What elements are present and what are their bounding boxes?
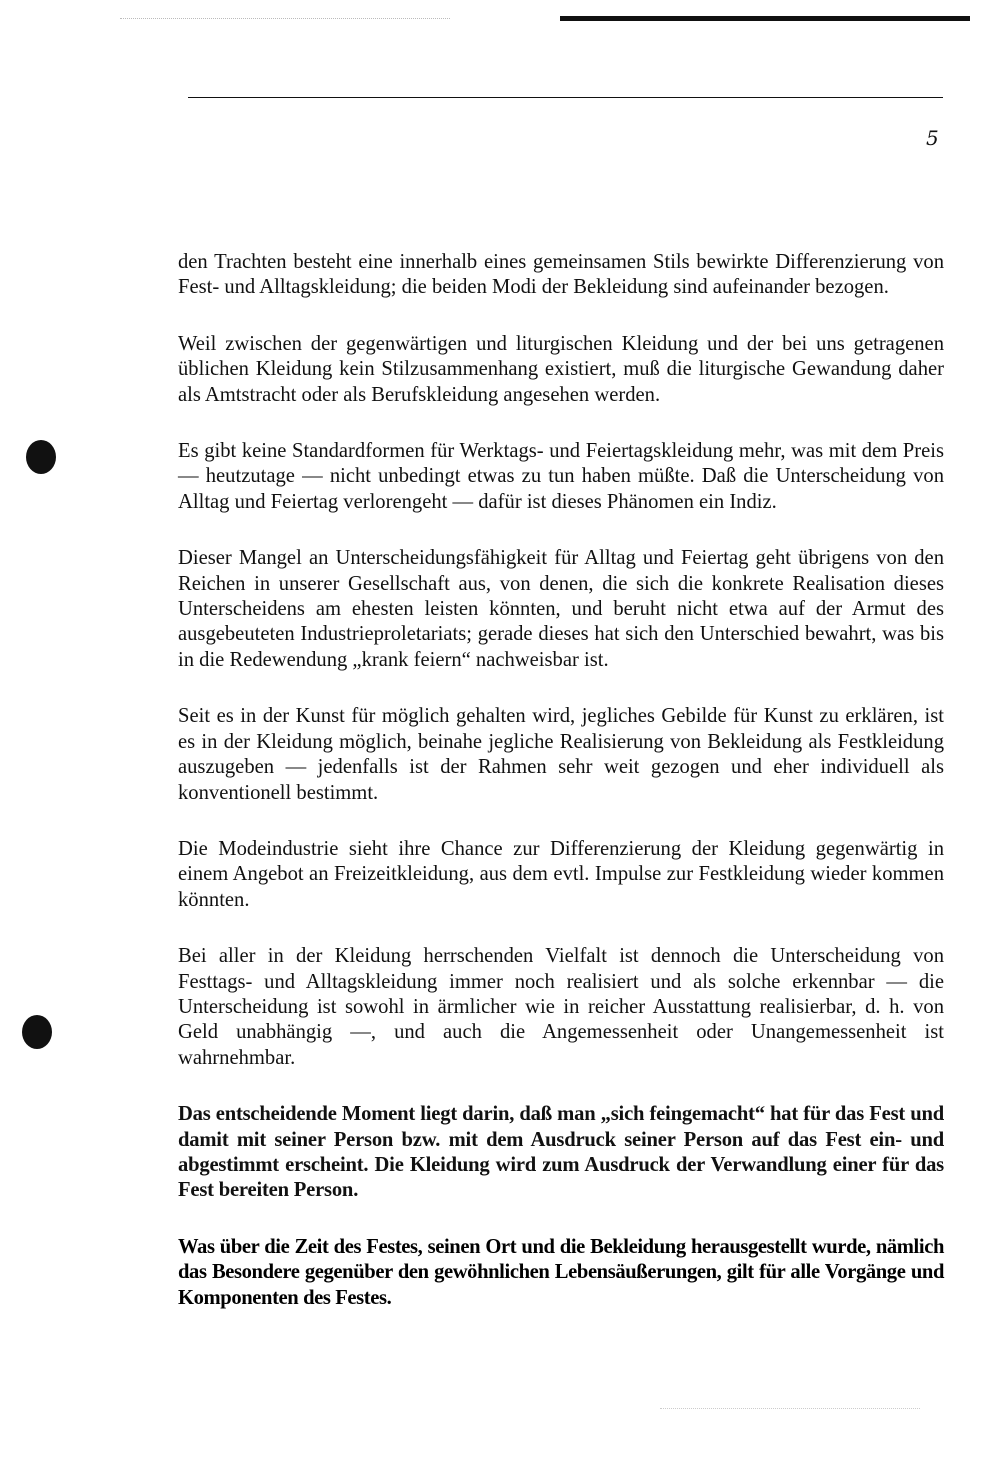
punch-hole-top: [26, 440, 56, 474]
paragraph: Es gibt keine Standardformen für Werktags- und Feiertagskleidung mehr, was mit dem Preis — heutzutage — nicht unbedingt etwas zu tun haben müßte. Daß die Unterscheidung von Alltag und Feiertag verlorengeht — dafür ist dieses Phänomen ein Indiz.: [178, 440, 944, 513]
paragraph: Was über die Zeit des Festes, seinen Ort und die Bekleidung herausgestellt wurde, nämlich das Besondere gegenüber den gewöhnlichen Lebensäußerungen, gilt für alle Vorgänge und Komponenten des Festes.: [178, 1235, 944, 1309]
scan-speckle-line: [120, 18, 450, 21]
paragraph: Dieser Mangel an Unterscheidungsfähigkeit für Alltag und Feiertag geht übrigens von den Reichen in unserer Gesellschaft aus, von denen, die sich die konkrete Realisation dieses Unterscheidens am ehesten leisten könnten, und beruht nicht etwa auf der Armut des ausgebeuteten Industrieproletariats; gerade dieses hat sich den Unterschied bewahrt, was bis in die Redewendung „krank feiern“ nachweisbar ist.: [178, 547, 944, 671]
paragraph: Seit es in der Kunst für möglich gehalten wird, jegliches Gebilde für Kunst zu erklären, ist es in der Kleidung möglich, beinahe jegliche Realisierung von Bekleidung als Festkleidung auszugeben — jedenfalls ist der Rahmen sehr weit gezogen und eher individuell als konventionell bestimmt.: [178, 705, 944, 804]
paragraph: Weil zwischen der gegenwärtigen und liturgischen Kleidung und der bei uns getragenen üblichen Kleidung kein Stilzusammenhang existiert, muß die liturgische Gewandung daher als Amtstracht oder als Berufskleidung angesehen werden.: [178, 332, 944, 406]
body-text: [178, 250, 944, 1342]
paragraph: Bei aller in der Kleidung herrschenden Vielfalt ist dennoch die Unterscheidung von Festtags- und Alltagskleidung immer noch realisiert und als solche erkennbar — die Unterscheidung ist sowohl in ärmlicher wie in reicher Ausstattung realisierbar, d. h. von Geld unabhängig —, und auch die Angemessenheit oder Unangemessenheit ist wahrnehmbar.: [178, 945, 944, 1069]
paragraph: Die Modeindustrie sieht ihre Chance zur Differenzierung der Kleidung gegenwärtig in einem Angebot an Freizeitkleidung, aus dem evtl. Impulse zur Festkleidung wieder kommen könnten.: [178, 837, 944, 911]
header-rule: [188, 97, 943, 98]
paragraph: den Trachten besteht eine innerhalb eines gemeinsamen Stils bewirkte Differenzierung von Fest- und Alltagskleidung; die beiden Modi der Bekleidung sind aufeinander bezogen.: [178, 251, 944, 299]
punch-hole-bottom: [22, 1015, 52, 1049]
page-number: 5: [926, 126, 939, 150]
scan-noise: [660, 1390, 920, 1409]
paragraph: Das entscheidende Moment liegt darin, daß man „sich feingemacht“ hat für das Fest und damit mit seiner Person bzw. mit dem Ausdruck seiner Person auf das Fest ein- und abgestimmt erscheint. Die Kleidung wird zum Ausdruck der Verwandlung einer für das Fest bereiten Person.: [178, 1103, 944, 1202]
scan-edge-bar: [560, 16, 970, 21]
